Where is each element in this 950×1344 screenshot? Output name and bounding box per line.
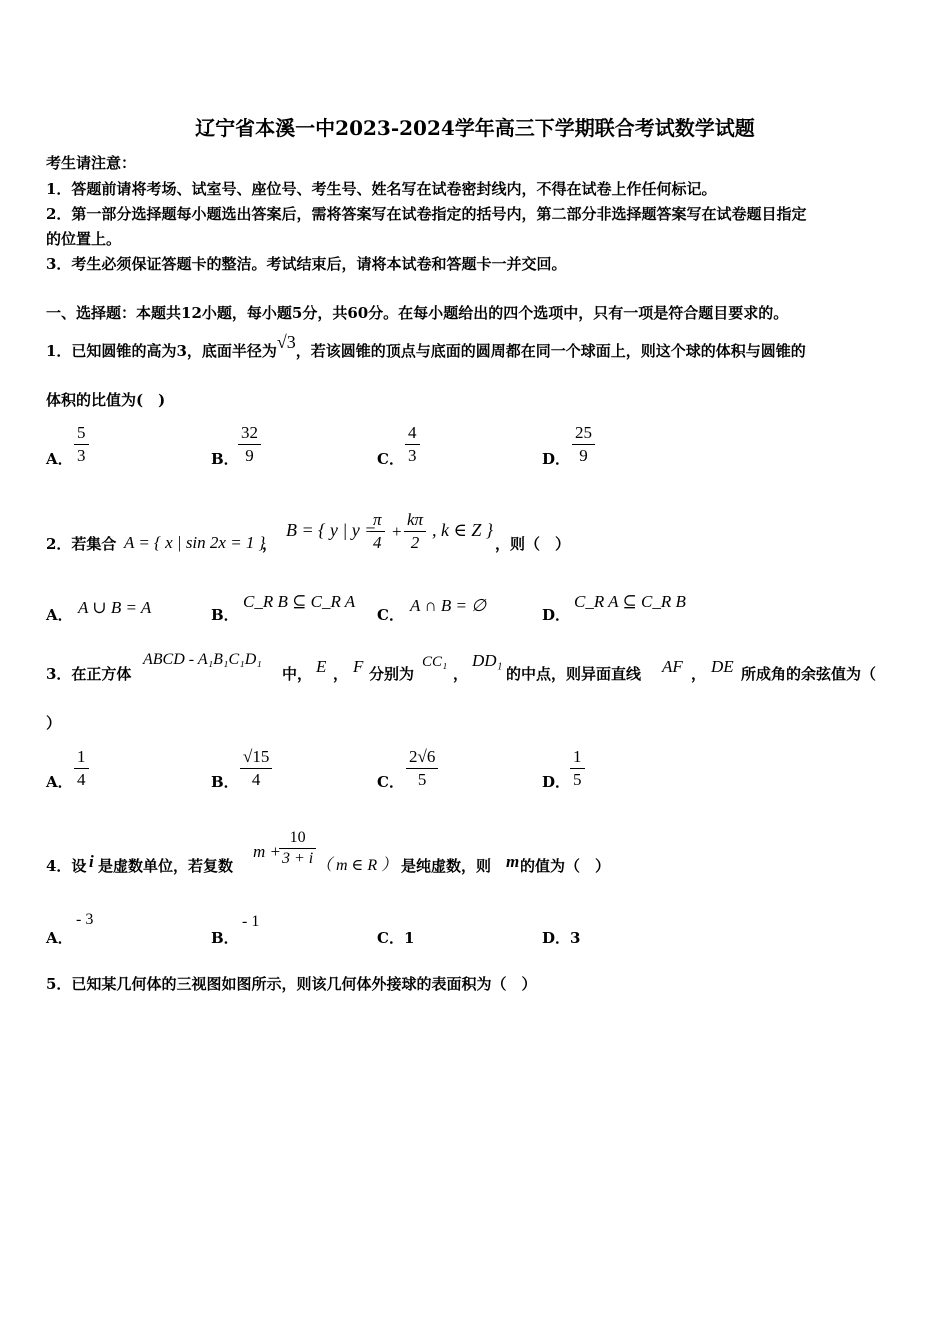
q2-set-b-frac2: kπ 2: [404, 510, 426, 553]
q2-option-c-expr: A ∩ B = ∅: [410, 596, 487, 615]
q3-cube: ABCD - A₁B₁C₁D₁: [143, 651, 262, 668]
notice-item-3: 3．考生必须保证答题卡的整洁。考试结束后，请将本试卷和答题卡一并交回。: [46, 255, 567, 273]
q3-close: ）: [46, 714, 62, 732]
q3-point-f: F: [353, 657, 364, 676]
q2-option-a-expr: A ∪ B = A: [78, 598, 152, 617]
q4-text-b: 是虚数单位，若复数: [98, 857, 234, 875]
q4-text-d: 的值为（ ）: [520, 857, 611, 875]
notice-item-1: 1．答题前请将考场、试室号、座位号、考生号、姓名写在试卷密封线内，不得在试卷上作任何标记。: [46, 180, 717, 198]
q1-option-c-label: C．: [377, 450, 404, 468]
q4-intro: 4．设: [46, 857, 87, 875]
q3-option-d-frac: 1 5: [570, 747, 585, 790]
q4-option-a-expr: - 3: [76, 911, 94, 928]
q4-option-c-label: C．1: [377, 929, 415, 947]
q2-tail: ，则（ ）: [495, 535, 571, 553]
q3-option-d-label: D．: [542, 773, 571, 791]
question-5: 5．已知某几何体的三视图如图所示，则该几何体外接球的表面积为（ ）: [46, 975, 537, 993]
q1-text-a: 1．已知圆锥的高为3，底面半径为: [46, 342, 277, 360]
q1-option-b-frac: 32 9: [238, 423, 261, 466]
q3-dd1: DD₁: [472, 651, 503, 670]
q4-frac: 10 3 + i: [279, 829, 316, 868]
q4-m-plus: m +: [253, 842, 281, 861]
section-heading: 一、选择题：本题共12小题，每小题5分，共60分。在每小题给出的四个选项中，只有一项是符合题目要求的。: [46, 304, 789, 322]
q2-plus: +: [392, 522, 402, 541]
q3-point-e: E: [316, 657, 327, 676]
q2-option-c-label: C．: [377, 606, 404, 624]
q3-text-e: ，: [453, 665, 469, 683]
q4-option-b-expr: - 1: [242, 913, 260, 930]
q2-set-b-right: , k ∈ Z }: [432, 520, 494, 540]
q4-i: i: [89, 852, 94, 871]
q3-text-g: ，: [691, 665, 707, 683]
q1-option-c-frac: 4 3: [405, 423, 420, 466]
q2-set-b-left: B = { y | y =: [286, 520, 377, 540]
q3-text-b: 中，: [282, 665, 313, 683]
q4-text-c: 是纯虚数，则: [401, 857, 492, 875]
q1-option-d-label: D．: [542, 450, 571, 468]
q3-option-b-label: B．: [211, 773, 239, 791]
page-title: 辽宁省本溪一中2023-2024学年高三下学期联合考试数学试题: [195, 116, 755, 140]
q2-option-b-expr: C_R B ⊆ C_R A: [243, 592, 356, 611]
notice-heading: 考生请注意：: [46, 154, 137, 172]
q2-option-d-label: D．: [542, 606, 571, 624]
q3-text-h: 所成角的余弦值为（: [741, 665, 877, 683]
q1-option-b-label: B．: [211, 450, 239, 468]
q4-cond: （ m ∈ R ）: [316, 857, 398, 874]
q3-option-b-frac: √15 4: [240, 747, 272, 790]
q3-text-c: ，: [333, 665, 349, 683]
q1-option-a-label: A．: [46, 450, 73, 468]
q3-intro: 3．在正方体: [46, 665, 132, 683]
q1-text-b: ，若该圆锥的顶点与底面的圆周都在同一个球面上，则这个球的体积与圆锥的: [295, 342, 806, 360]
q3-de: DE: [711, 657, 734, 676]
q2-set-b-frac1: π 4: [370, 510, 385, 553]
notice-item-2-cont: 的位置上。: [46, 230, 122, 248]
q2-set-a: A = { x | sin 2x = 1 }: [124, 533, 266, 552]
q3-option-a-frac: 1 4: [74, 747, 89, 790]
notice-item-2: 2．第一部分选择题每小题选出答案后，需将答案写在试卷指定的括号内，第二部分非选择题答案写在试卷题目指定: [46, 205, 807, 223]
q4-option-d-expr: 3: [570, 929, 581, 947]
q1-sqrt3: √3: [276, 332, 296, 352]
q2-option-b-label: B．: [211, 606, 239, 624]
q3-option-c-frac: 2√6 5: [406, 747, 438, 790]
q2-option-a-label: A．: [46, 606, 73, 624]
q4-option-d-label: D．3: [542, 929, 581, 947]
q3-option-a-label: A．: [46, 773, 73, 791]
q4-option-c-expr: 1: [403, 929, 415, 947]
q2-intro: 2．若集合: [46, 535, 117, 553]
q4-option-a-label: A．: [46, 929, 73, 947]
q1-option-d-frac: 25 9: [572, 423, 595, 466]
q3-af: AF: [662, 657, 683, 676]
q2-comma: ，: [262, 535, 278, 553]
q4-option-b-label: B．: [211, 929, 239, 947]
q3-cc1: CC₁: [422, 654, 448, 670]
q4-m: m: [506, 852, 520, 871]
q3-option-c-label: C．: [377, 773, 404, 791]
q3-text-d: 分别为: [369, 665, 415, 683]
question-1: [46, 332, 806, 361]
question-1-cont: 体积的比值为( ): [46, 391, 166, 409]
q2-option-d-expr: C_R A ⊆ C_R B: [574, 592, 686, 611]
q1-option-a-frac: 5 3: [74, 423, 89, 466]
q3-text-f: 的中点，则异面直线: [506, 665, 642, 683]
